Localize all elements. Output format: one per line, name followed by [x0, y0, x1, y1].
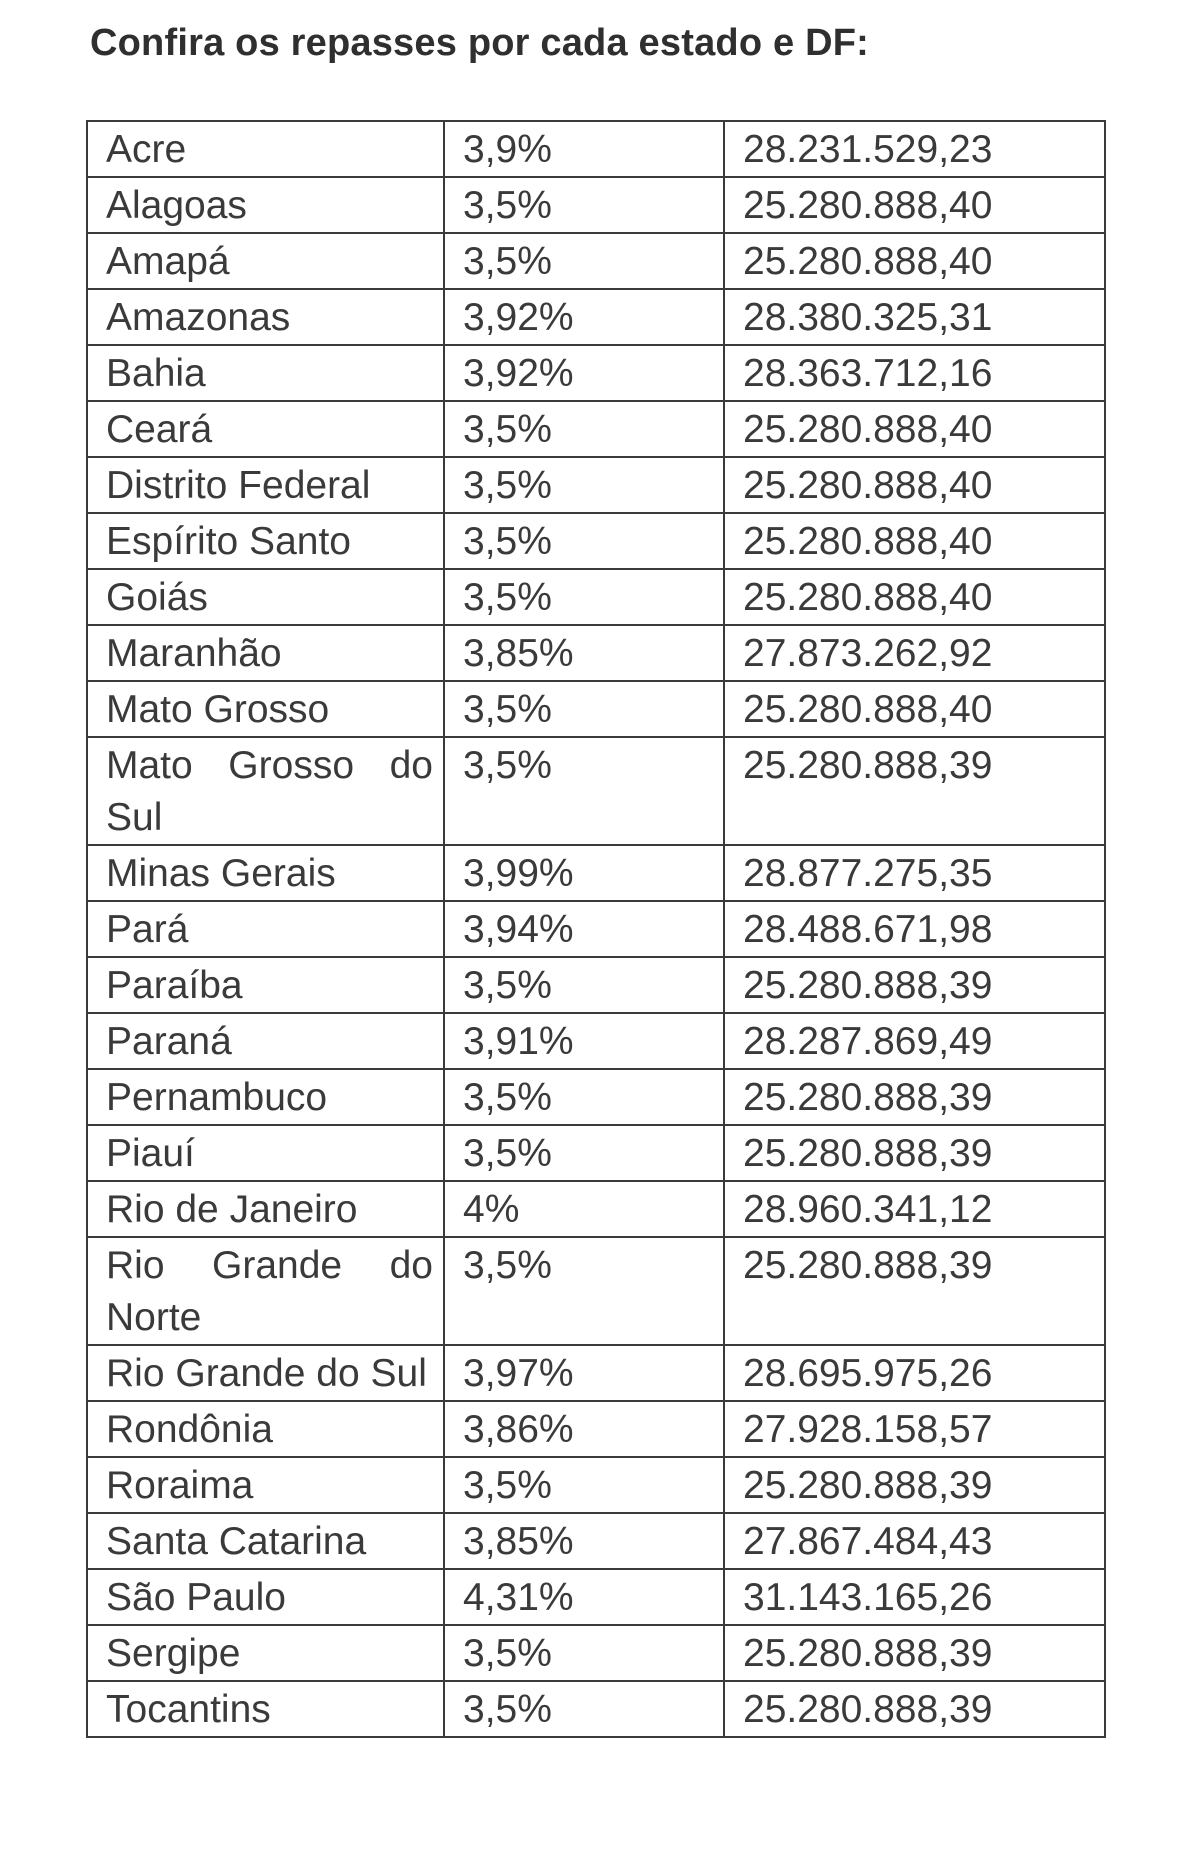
- state-cell: Santa Catarina: [87, 1513, 444, 1569]
- state-cell: Rio de Janeiro: [87, 1181, 444, 1237]
- table-row: [87, 1401, 1105, 1457]
- percent-cell: 3,85%: [444, 625, 724, 681]
- state-cell: Rondônia: [87, 1401, 444, 1457]
- amount-cell: 28.488.671,98: [724, 901, 1105, 957]
- table-row: [87, 177, 1105, 233]
- amount-cell: 25.280.888,39: [724, 1457, 1105, 1513]
- percent-cell: 4%: [444, 1181, 724, 1237]
- table-row: [87, 957, 1105, 1013]
- amount-cell: 31.143.165,26: [724, 1569, 1105, 1625]
- state-cell: Mato Grosso: [87, 681, 444, 737]
- state-cell: Amazonas: [87, 289, 444, 345]
- percent-cell: 3,86%: [444, 1401, 724, 1457]
- amount-cell: 25.280.888,39: [724, 1681, 1105, 1737]
- amount-cell: 25.280.888,40: [724, 513, 1105, 569]
- percent-cell: 3,92%: [444, 289, 724, 345]
- amount-cell: 25.280.888,40: [724, 233, 1105, 289]
- table-row: [87, 345, 1105, 401]
- state-cell: Bahia: [87, 345, 444, 401]
- amount-cell: 28.231.529,23: [724, 121, 1105, 177]
- amount-cell: 28.363.712,16: [724, 345, 1105, 401]
- table-row: [87, 569, 1105, 625]
- state-cell: Acre: [87, 121, 444, 177]
- table-row: [87, 845, 1105, 901]
- state-cell: Roraima: [87, 1457, 444, 1513]
- percent-cell: 3,5%: [444, 1237, 724, 1345]
- table-row: [87, 1125, 1105, 1181]
- percent-cell: 3,9%: [444, 121, 724, 177]
- table-row: [87, 737, 1105, 845]
- state-cell: Espírito Santo: [87, 513, 444, 569]
- table-row: [87, 233, 1105, 289]
- amount-cell: 25.280.888,40: [724, 681, 1105, 737]
- amount-cell: 27.867.484,43: [724, 1513, 1105, 1569]
- amount-cell: 25.280.888,39: [724, 1069, 1105, 1125]
- percent-cell: 3,5%: [444, 513, 724, 569]
- amount-cell: 28.695.975,26: [724, 1345, 1105, 1401]
- page-title: Confira os repasses por cada estado e DF:: [90, 22, 869, 64]
- table-row: [87, 1625, 1105, 1681]
- state-cell: Goiás: [87, 569, 444, 625]
- repasses-table: [86, 120, 1106, 1738]
- table-row: [87, 1345, 1105, 1401]
- state-cell: Tocantins: [87, 1681, 444, 1737]
- amount-cell: 25.280.888,40: [724, 177, 1105, 233]
- percent-cell: 3,5%: [444, 1681, 724, 1737]
- state-cell: Minas Gerais: [87, 845, 444, 901]
- table-row: [87, 1181, 1105, 1237]
- state-cell: Paraná: [87, 1013, 444, 1069]
- table-row: [87, 457, 1105, 513]
- amount-cell: 25.280.888,39: [724, 957, 1105, 1013]
- amount-cell: 25.280.888,39: [724, 737, 1105, 845]
- state-cell: Pernambuco: [87, 1069, 444, 1125]
- percent-cell: 3,97%: [444, 1345, 724, 1401]
- amount-cell: 28.287.869,49: [724, 1013, 1105, 1069]
- percent-cell: 4,31%: [444, 1569, 724, 1625]
- state-cell: Paraíba: [87, 957, 444, 1013]
- state-cell: São Paulo: [87, 1569, 444, 1625]
- percent-cell: 3,5%: [444, 1125, 724, 1181]
- percent-cell: 3,85%: [444, 1513, 724, 1569]
- table-row: [87, 1013, 1105, 1069]
- percent-cell: 3,5%: [444, 401, 724, 457]
- percent-cell: 3,5%: [444, 457, 724, 513]
- percent-cell: 3,5%: [444, 569, 724, 625]
- table-row: [87, 121, 1105, 177]
- state-cell: Alagoas: [87, 177, 444, 233]
- table-row: [87, 401, 1105, 457]
- table-row: [87, 681, 1105, 737]
- percent-cell: 3,5%: [444, 1457, 724, 1513]
- state-cell: Sergipe: [87, 1625, 444, 1681]
- table-row: [87, 1513, 1105, 1569]
- amount-cell: 25.280.888,40: [724, 457, 1105, 513]
- table-row: [87, 1237, 1105, 1345]
- state-cell: Amapá: [87, 233, 444, 289]
- amount-cell: 27.928.158,57: [724, 1401, 1105, 1457]
- state-cell: Distrito Federal: [87, 457, 444, 513]
- table-row: [87, 625, 1105, 681]
- table-row: [87, 513, 1105, 569]
- amount-cell: 25.280.888,40: [724, 569, 1105, 625]
- state-cell: Pará: [87, 901, 444, 957]
- table-row: [87, 289, 1105, 345]
- percent-cell: 3,99%: [444, 845, 724, 901]
- table-row: [87, 901, 1105, 957]
- state-cell: Mato Grosso do Sul: [87, 737, 444, 845]
- percent-cell: 3,5%: [444, 1625, 724, 1681]
- state-cell: Rio Grande do Sul: [87, 1345, 444, 1401]
- amount-cell: 25.280.888,39: [724, 1625, 1105, 1681]
- state-cell: Rio Grande do Norte: [87, 1237, 444, 1345]
- state-cell: Piauí: [87, 1125, 444, 1181]
- percent-cell: 3,5%: [444, 957, 724, 1013]
- percent-cell: 3,5%: [444, 681, 724, 737]
- amount-cell: 25.280.888,39: [724, 1237, 1105, 1345]
- table-row: [87, 1569, 1105, 1625]
- percent-cell: 3,91%: [444, 1013, 724, 1069]
- amount-cell: 25.280.888,39: [724, 1125, 1105, 1181]
- amount-cell: 28.877.275,35: [724, 845, 1105, 901]
- table-body: [87, 121, 1105, 1737]
- table-row: [87, 1069, 1105, 1125]
- amount-cell: 28.960.341,12: [724, 1181, 1105, 1237]
- state-cell: Maranhão: [87, 625, 444, 681]
- percent-cell: 3,5%: [444, 1069, 724, 1125]
- table-row: [87, 1457, 1105, 1513]
- state-cell: Ceará: [87, 401, 444, 457]
- table-row: [87, 1681, 1105, 1737]
- percent-cell: 3,5%: [444, 233, 724, 289]
- percent-cell: 3,5%: [444, 177, 724, 233]
- amount-cell: 25.280.888,40: [724, 401, 1105, 457]
- percent-cell: 3,5%: [444, 737, 724, 845]
- amount-cell: 28.380.325,31: [724, 289, 1105, 345]
- amount-cell: 27.873.262,92: [724, 625, 1105, 681]
- percent-cell: 3,92%: [444, 345, 724, 401]
- percent-cell: 3,94%: [444, 901, 724, 957]
